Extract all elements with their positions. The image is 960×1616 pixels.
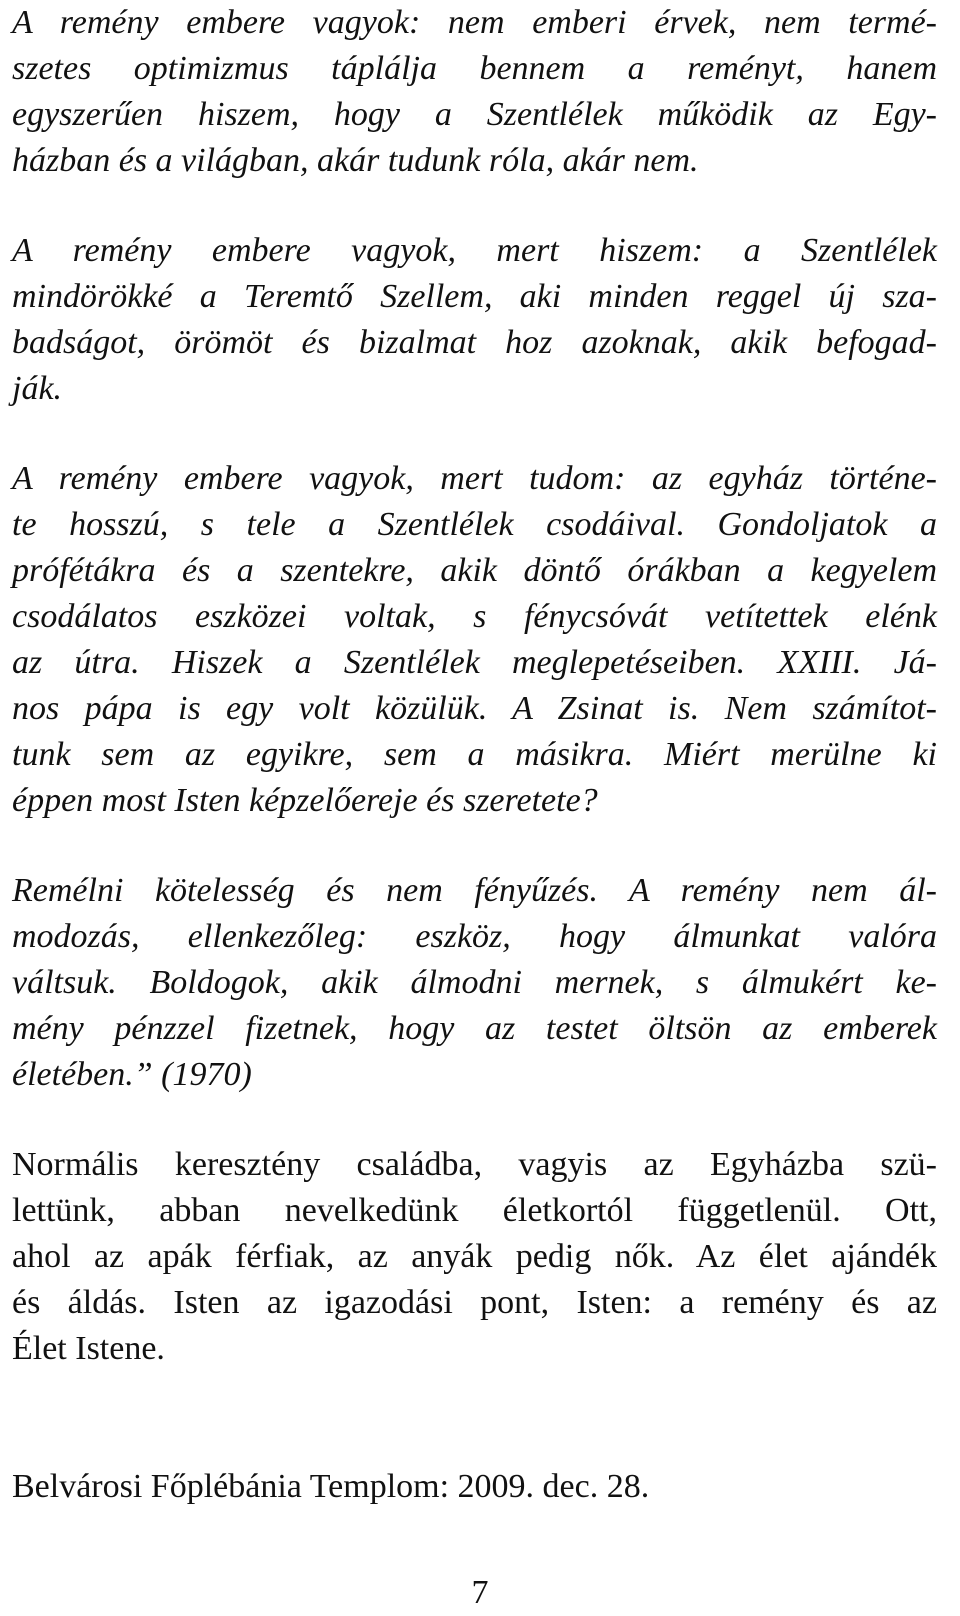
text-line: életében.” (1970) (12, 1056, 252, 1093)
text-line: A remény embere vagyok: nem emberi érvek, nem termé- (12, 4, 937, 41)
text-line: Remélni kötelesség és nem fényűzés. A remény nem ál- (12, 872, 937, 909)
text-line: A remény embere vagyok, mert tudom: az egyház történe- (12, 460, 937, 497)
paragraph-1 (12, 0, 937, 184)
text-line: szetes optimizmus táplálja bennem a reményt, hanem (12, 50, 937, 87)
text-line: ják. (12, 370, 63, 407)
text-line: lettünk, abban nevelkedünk életkortól függetlenül. Ott, (12, 1192, 937, 1229)
document-page (12, 0, 937, 1510)
text-line: nos pápa is egy volt közülük. A Zsinat is. Nem számítot- (12, 690, 937, 727)
text-line: egyszerűen hiszem, hogy a Szentlélek működik az Egy- (12, 96, 937, 133)
signature-line: Belvárosi Főplébánia Templom: 2009. dec. 28. (12, 1468, 650, 1505)
text-line: badságot, örömöt és bizalmat hoz azoknak, akik befogad- (12, 324, 937, 361)
text-line: prófétákra és a szentekre, akik döntő órákban a kegyelem (12, 552, 937, 589)
paragraph-2 (12, 228, 937, 412)
text-line: tunk sem az egyikre, sem a másikra. Miért merülne ki (12, 736, 937, 773)
text-line: Élet Istene. (12, 1330, 165, 1367)
paragraph-3 (12, 456, 937, 824)
text-line: az útra. Hiszek a Szentlélek meglepetéseiben. XXIII. Já- (12, 644, 937, 681)
text-line: modozás, ellenkezőleg: eszköz, hogy álmunkat valóra (12, 918, 937, 955)
text-line: és áldás. Isten az igazodási pont, Isten: a remény és az (12, 1284, 937, 1321)
text-line: éppen most Isten képzelőereje és szeretete? (12, 782, 598, 819)
text-line: ahol az apák férfiak, az anyák pedig nők. Az élet ajándék (12, 1238, 937, 1275)
text-line: mény pénzzel fizetnek, hogy az testet öltsön az emberek (12, 1010, 937, 1047)
signature-block (12, 1464, 937, 1510)
text-line: Normális keresztény családba, vagyis az Egyházba szü- (12, 1146, 937, 1183)
text-line: mindörökké a Teremtő Szellem, aki minden reggel új sza- (12, 278, 937, 315)
text-line: csodálatos eszközei voltak, s fénycsóvát vetítettek elénk (12, 598, 937, 635)
paragraph-4 (12, 868, 937, 1098)
paragraph-5 (12, 1142, 937, 1372)
text-line: A remény embere vagyok, mert hiszem: a Szentlélek (12, 232, 937, 269)
text-line: házban és a világban, akár tudunk róla, akár nem. (12, 142, 699, 179)
text-line: váltsuk. Boldogok, akik álmodni mernek, s álmukért ke- (12, 964, 937, 1001)
page-number: 7 (471, 1574, 489, 1611)
text-line: te hosszú, s tele a Szentlélek csodáival. Gondoljatok a (12, 506, 937, 543)
